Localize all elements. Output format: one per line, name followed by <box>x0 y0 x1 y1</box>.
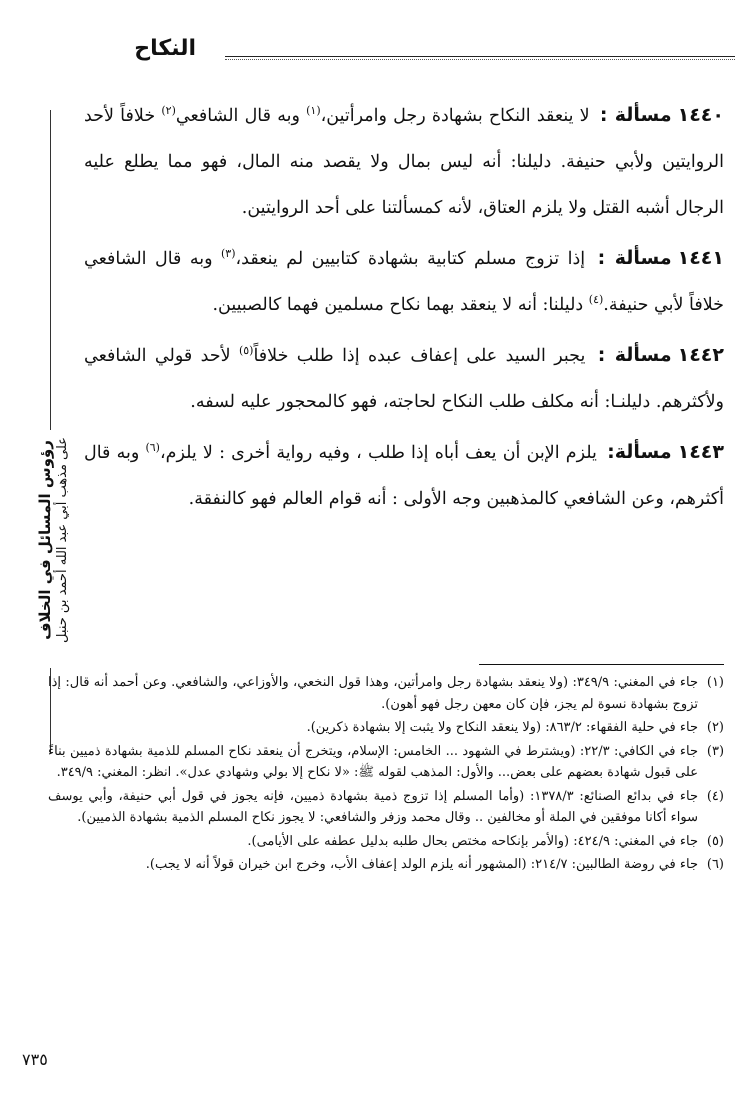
masala-1442 <box>84 332 724 425</box>
masala-number: ١٤٤٢ <box>677 344 724 366</box>
page-number: ٧٣٥ <box>22 1050 48 1069</box>
footnote-ref: (٥) <box>238 344 254 358</box>
footnote-5 <box>48 831 724 853</box>
masala-label: مسألة : <box>597 247 672 269</box>
masala-text: دليلنا: أنه لا ينعقد بهما نكاح مسلمين فهما كالصبيين. <box>212 295 589 315</box>
masala-text: لا ينعقد النكاح بشهادة رجل وامرأتين، <box>320 106 590 126</box>
footnote-number: (٦) <box>706 857 724 872</box>
footnote-4 <box>48 786 724 829</box>
chapter-title: النكاح <box>134 36 196 61</box>
masala-text: يلزم الإبن أن يعف أباه إذا طلب ، وفيه رواية أخرى : لا يلزم، <box>159 443 597 463</box>
side-subtitle: على مذهب أبي عبد الله أحمد بن حنبل <box>55 437 70 643</box>
footnote-1 <box>48 672 724 715</box>
footnote-ref: (٦) <box>145 441 160 455</box>
footnote-number: (٣) <box>706 743 725 759</box>
footnote-text: جاء في المغني: ٣٤٩/٩: (ولا ينعقد بشهادة رجل وامرأتين، وهذا قول النخعي، والأوزاعي، والشافعي. وعن أحمد أنه قال: إذا تزوج بشهادة نسوة لم يجز، فإن كان معهن رجل فهو أهون). <box>48 675 698 712</box>
footnote-number: (٥) <box>706 833 724 849</box>
footnote-number: (٤) <box>706 788 724 804</box>
footnote-2 <box>48 717 724 739</box>
masala-number: ١٤٤١ <box>677 247 724 269</box>
footnote-text: جاء في الكافي: ٢٢/٣: (ويشترط في الشهود ... الخامس: الإسلام، ويتخرج أن ينعقد نكاح المسلم للذمية بشهادة ذميين بناءً على قبول شهادة بعضهم على بعض... والأول: المذهب لقوله ﷺ: «لا نكاح إلا بولي وشهادي عدل». انظر: المغني: ٣٤٩/٩. <box>48 743 699 780</box>
footnote-text: جاء في المغني: ٤٢٤/٩: (والأمر بإنكاحه مختص بحال طلبه بدليل عطفه على الأيامى). <box>247 833 698 849</box>
masala-text: خلافاً لأحد الروايتين ولأبي حنيفة. دليلنا: أنه ليس بمال ولا يقصد منه المال، فهو مما يطلع عليه الرجال أشبه القتل ولا يلزم العتاق، لأنه كمسألتنا على أحد الروايتين. <box>84 106 724 218</box>
footnote-number: (١) <box>706 675 724 690</box>
footnote-text: جاء في روضة الطالبين: ٢١٤/٧: (المشهور أنه يلزم الولد إعفاف الأب، وخرج ابن خيران قولاً أنه لا يجب). <box>145 857 698 872</box>
footnote-ref: (١) <box>306 104 321 118</box>
side-title: رؤوس المسائل في الخلاف <box>36 440 54 640</box>
footnote-ref: (٣) <box>221 247 236 261</box>
footnote-3 <box>48 741 724 784</box>
masala-1441 <box>84 235 724 328</box>
masala-text: إذا تزوج مسلم كتابية بشهادة كتابيين لم ينعقد، <box>235 249 586 269</box>
masala-1440 <box>84 92 724 231</box>
footnote-ref: (٢) <box>161 104 176 118</box>
masala-label: مسألة : <box>599 104 672 126</box>
footnote-ref: (٤) <box>588 293 604 307</box>
masala-text: وبه قال الشافعي <box>175 106 307 126</box>
masala-text: وبه قال أكثرهم، وعن الشافعي كالمذهبين وجه الأولى : أنه قوام العالم فهو كالنفقة. <box>84 443 724 509</box>
footnote-text: جاء في حلية الفقهاء: ٨٦٣/٢: (ولا ينعقد النكاح ولا يثبت إلا بشهادة ذكرين). <box>306 720 698 735</box>
footnote-separator <box>479 664 724 665</box>
main-text <box>84 92 724 526</box>
side-rule-top <box>50 110 51 430</box>
footnote-number: (٢) <box>706 720 724 735</box>
footnote-text: جاء في بدائع الصنائع: ١٣٧٨/٣: (وأما المسلم إذا تزوج ذمية بشهادة ذميين، فإنه يجوز في قول أبي حنيفة، وأبي يوسف سواء أكانا موفقين في الملة أو مخالفين .. وقال محمد وزفر والشافعي: لا يجوز نكاح المسلم الذمية بشهادة الذميين). <box>48 788 698 825</box>
masala-text: وبه قال الشافعي خلافاً لأبي حنيفة. <box>84 249 724 315</box>
footnotes <box>48 672 724 878</box>
footnote-6 <box>48 854 724 876</box>
header-rule <box>225 56 735 60</box>
masala-1443 <box>84 429 724 522</box>
masala-label: مسألة : <box>597 344 672 366</box>
masala-label: مسألة: <box>607 441 672 463</box>
masala-number: ١٤٤٣ <box>677 441 724 463</box>
masala-text: لأحد قولي الشافعي ولأكثرهم. دليلنـا: أنه مكلف طلب النكاح لحاجته، فهو كالمحجور عليه لسفه. <box>84 346 724 412</box>
masala-text: يجبر السيد على إعفاف عبده إذا طلب خلافاً <box>253 346 586 366</box>
masala-number: ١٤٤٠ <box>677 104 724 126</box>
